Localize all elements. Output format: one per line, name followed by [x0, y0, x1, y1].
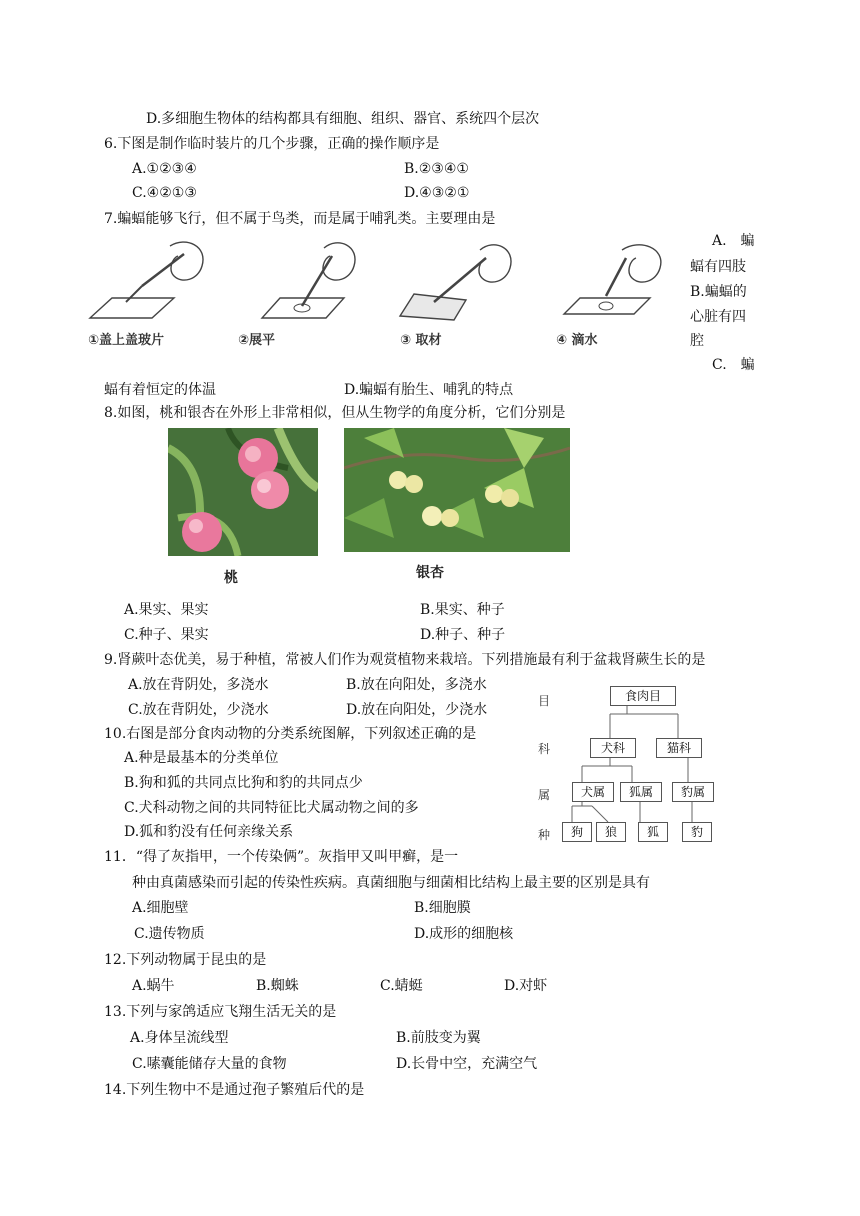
rank-family: 科 [538, 742, 551, 756]
step-spread [232, 236, 372, 352]
q11-option-d: D.成形的细胞核 [414, 926, 514, 942]
genus-vulpes: 狐属 [620, 782, 662, 802]
q6-option-b: B.②③④① [404, 161, 469, 177]
q7-option-c-part2: 蝠有着恒定的体温 [104, 382, 216, 398]
q8-option-b: B.果实、种子 [420, 602, 505, 618]
species-leopard: 豹 [682, 822, 712, 842]
peach-caption: 桃 [224, 570, 238, 586]
q10-option-c: C.犬科动物之间的共同特征比犬属动物之间的多 [124, 800, 419, 816]
order-carnivora: 食肉目 [610, 686, 676, 706]
option-d-previous: D.多细胞生物体的结构都具有细胞、组织、器官、系统四个层次 [146, 111, 540, 127]
classification-tree [532, 684, 722, 854]
question-6: 6.下图是制作临时装片的几个步骤，正确的操作顺序是 [104, 136, 440, 152]
step-label: ①盖上盖玻片 [88, 333, 165, 348]
q10-option-a: A.种是最基本的分类单位 [124, 750, 279, 766]
q12-option-a: A.蜗牛 [132, 978, 175, 994]
family-felidae: 猫科 [656, 738, 702, 758]
q7-option-c-part1: C. 蝙 [712, 357, 755, 373]
q12-option-c: C.蜻蜓 [380, 978, 423, 994]
q6-option-c: C.④②①③ [132, 185, 197, 201]
genus-panthera: 豹属 [672, 782, 714, 802]
q13-option-c: C.嗉囊能储存大量的食物 [132, 1056, 287, 1072]
q10-option-d: D.狐和豹没有任何亲缘关系 [124, 824, 294, 840]
question-13: 13.下列与家鸽适应飞翔生活无关的是 [104, 1004, 337, 1020]
step-cover-slip [82, 236, 222, 352]
family-canidae: 犬科 [590, 738, 636, 758]
q8-option-c: C.种子、果实 [124, 627, 209, 643]
species-dog: 狗 [562, 822, 592, 842]
question-11-cont: 种由真菌感染而引起的传染性疾病。真菌细胞与细菌相比结构上最主要的区别是具有 [132, 875, 650, 891]
step-label: ③ 取材 [400, 333, 442, 348]
rank-species: 种 [538, 828, 551, 842]
q9-option-c: C.放在背阴处，少浇水 [128, 702, 269, 718]
q13-option-a: A.身体呈流线型 [130, 1030, 229, 1046]
q10-option-b: B.狗和狐的共同点比狗和豹的共同点少 [124, 775, 363, 791]
q7-option-b-part1: B.蝙蝠的 [690, 284, 747, 300]
q13-option-b: B.前肢变为翼 [396, 1030, 481, 1046]
q7-option-b-part2: 心脏有四 [690, 309, 746, 325]
q11-option-c: C.遗传物质 [134, 926, 205, 942]
question-10: 10.右图是部分食肉动物的分类系统图解，下列叙述正确的是 [104, 726, 477, 742]
q11-option-a: A.细胞壁 [132, 900, 189, 916]
ginkgo-photo [344, 428, 570, 552]
question-12: 12.下列动物属于昆虫的是 [104, 952, 267, 968]
rank-order: 目 [538, 694, 551, 708]
q11-option-b: B.细胞膜 [414, 900, 471, 916]
q6-option-d: D.④③②① [404, 185, 470, 201]
q7-option-b-part3: 腔 [690, 333, 704, 349]
peach-photo [168, 428, 318, 556]
q7-option-a-part1: A. 蝙 [712, 233, 755, 249]
question-7: 7.蝙蝠能够飞行，但不属于鸟类，而是属于哺乳类。主要理由是 [104, 211, 496, 227]
q6-option-a: A.①②③④ [132, 161, 197, 177]
species-wolf: 狼 [596, 822, 626, 842]
q9-option-d: D.放在向阳处，少浇水 [346, 702, 488, 718]
genus-canis: 犬属 [572, 782, 614, 802]
step-label: ②展平 [238, 333, 276, 348]
slide-preparation-figure [82, 236, 680, 352]
question-9: 9.肾蕨叶态优美，易于种植，常被人们作为观赏植物来栽培。下列措施最有利于盆栽肾蕨生长的是 [104, 652, 706, 668]
step-take-material [394, 236, 534, 352]
rank-genus: 属 [538, 788, 551, 802]
question-11: 11．“得了灰指甲，一个传染俩”。灰指甲又叫甲癣，是一 [104, 849, 459, 865]
q7-option-a-part2: 蝠有四肢 [690, 259, 746, 275]
q12-option-d: D.对虾 [504, 978, 548, 994]
ginkgo-caption: 银杏 [416, 565, 444, 581]
q9-option-a: A.放在背阴处，多浇水 [128, 677, 269, 693]
question-14: 14.下列生物中不是通过孢子繁殖后代的是 [104, 1082, 365, 1098]
q8-option-d: D.种子、种子 [420, 627, 506, 643]
q12-option-b: B.蜘蛛 [256, 978, 299, 994]
species-fox: 狐 [638, 822, 668, 842]
q13-option-d: D.长骨中空，充满空气 [396, 1056, 538, 1072]
q7-option-d: D.蝙蝠有胎生、哺乳的特点 [344, 382, 514, 398]
question-8: 8.如图，桃和银杏在外形上非常相似，但从生物学的角度分析，它们分别是 [104, 405, 566, 421]
step-label: ④ 滴水 [556, 333, 598, 348]
q8-option-a: A.果实、果实 [124, 602, 209, 618]
q9-option-b: B.放在向阳处，多浇水 [346, 677, 487, 693]
step-add-water [550, 236, 690, 352]
